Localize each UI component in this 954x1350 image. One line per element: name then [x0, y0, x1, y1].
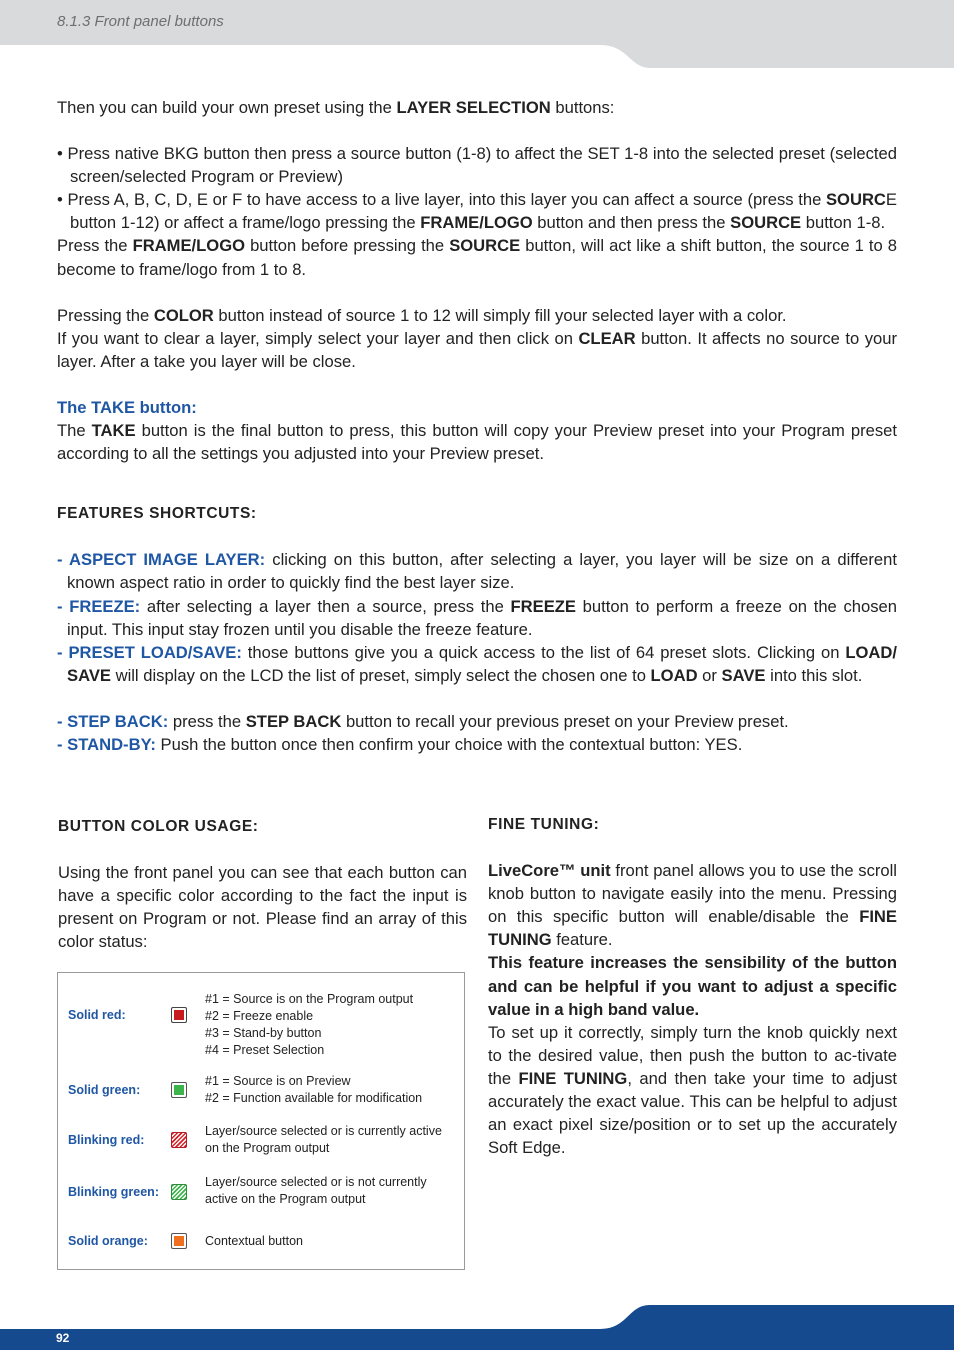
row-desc-solid-orange: Contextual button	[205, 1234, 303, 1248]
clear-paragraph: If you want to clear a layer, simply select your layer and then click on CLEAR button. It affects no source to your layer. After a take you layer will be close.	[57, 328, 897, 371]
features-heading: FEATURES SHORTCUTS:	[57, 505, 257, 523]
row-desc-solid-green: #1 = Source is on Preview #2 = Function available for modification	[205, 1074, 423, 1105]
feature-preset: - PRESET LOAD/SAVE: those buttons give you a quick access to the list of 64 preset slots. Clicking on LOAD/ SAVE will display on the LCD the list of preset, simply select the chosen one to LOAD or SAVE into this slot.	[57, 642, 897, 685]
row-label-solid-green: Solid green:	[68, 1083, 141, 1097]
take-paragraph: The TAKE button is the final button to press, this button will copy your Preview preset into your Program preset according to all the settings you adjusted into your Preview preset.	[57, 421, 897, 464]
blinking-green-swatch-icon	[171, 1184, 187, 1200]
row-label-blinking-green: Blinking green:	[68, 1185, 159, 1199]
row-desc-blinking-red: Layer/source selected or is currently active on the Program output	[205, 1124, 442, 1155]
row-desc-blinking-green: Layer/source selected or is not currently active on the Program output	[205, 1175, 427, 1206]
feature-standby: - STAND-BY: Push the button once then confirm your choice with the contextual button: YES.	[57, 734, 743, 754]
fine-tuning-heading: FINE TUNING:	[488, 816, 600, 833]
solid-red-swatch-icon	[171, 1007, 187, 1023]
main-content	[57, 96, 897, 756]
take-heading: The TAKE button:	[57, 397, 197, 417]
bullet-live-layer: • Press A, B, C, D, E or F to have access to a live layer, into this layer you can affect a source (press the SOURCE button 1-12) or affect a frame/logo pressing the FRAME/LOGO button and then press the SOURCE button 1-8.	[57, 190, 897, 233]
fine-tuning-setup: To set up it correctly, simply turn the knob quickly next to the desired value, then push the button to ac-tivate the FINE TUNING, and then take your time to adjust accurately the exact value. This can be helpful to adjust an exact pixel size/position or to set up the accurately Soft Edge.	[488, 1022, 897, 1158]
bullet-bkg: • Press native BKG button then press a source button (1-8) to affect the SET 1-8 into the selected preset (selected screen/selected Program or Preview)	[57, 144, 897, 187]
color-status-table	[57, 972, 465, 1270]
row-label-solid-red: Solid red:	[68, 1008, 126, 1022]
page-number: 92	[56, 1331, 70, 1345]
color-paragraph: Pressing the COLOR button instead of source 1 to 12 will simply fill your selected layer with a color.	[57, 305, 787, 325]
intro-paragraph: Then you can build your own preset using the LAYER SELECTION buttons:	[57, 98, 615, 117]
frame-logo-paragraph: Press the FRAME/LOGO button before pressing the SOURCE button, will act like a shift button, the source 1 to 8 become to frame/logo from 1 to 8.	[57, 236, 897, 279]
feature-aspect: - ASPECT IMAGE LAYER: clicking on this button, after selecting a layer, you layer will be size on a different known aspect ratio in order to quickly find the best layer size.	[57, 550, 898, 593]
row-label-blinking-red: Blinking red:	[68, 1133, 145, 1147]
page-header	[0, 0, 954, 68]
fine-tuning-intro: LiveCore™ unit front panel allows you to use the scroll knob button to navigate easily into the menu. Pressing on this specific button will enable/disable the FINE TUNING feature.	[488, 861, 897, 950]
fine-tuning-bold-paragraph: This feature increases the sensibility of the button and can be helpful if you want to adjust a specific value in a high band value.	[488, 953, 897, 1019]
row-label-solid-orange: Solid orange:	[68, 1234, 148, 1248]
section-title: 8.1.3 Front panel buttons	[57, 13, 224, 30]
solid-green-swatch-icon	[171, 1082, 187, 1098]
button-color-heading: BUTTON COLOR USAGE:	[58, 818, 259, 835]
solid-orange-swatch-icon	[171, 1233, 187, 1249]
feature-stepback: - STEP BACK: press the STEP BACK button to recall your previous preset on your Preview preset.	[57, 711, 789, 731]
header-shape	[0, 0, 954, 68]
blinking-red-swatch-icon	[171, 1132, 187, 1148]
feature-freeze: - FREEZE: after selecting a layer then a source, press the FREEZE button to perform a freeze on the chosen input. This input stay frozen until you disable the freeze feature.	[57, 596, 897, 639]
row-desc-solid-red: #1 = Source is on the Program output #2 = Freeze enable #3 = Stand-by button #4 = Preset Selection	[205, 992, 414, 1057]
button-color-section	[58, 815, 467, 953]
page-footer	[0, 1305, 954, 1350]
button-color-text: Using the front panel you can see that each button can have a specific color according to the fact the input is present on Program or not. Please find an array of this color status:	[58, 863, 467, 952]
fine-tuning-section	[488, 813, 897, 1159]
